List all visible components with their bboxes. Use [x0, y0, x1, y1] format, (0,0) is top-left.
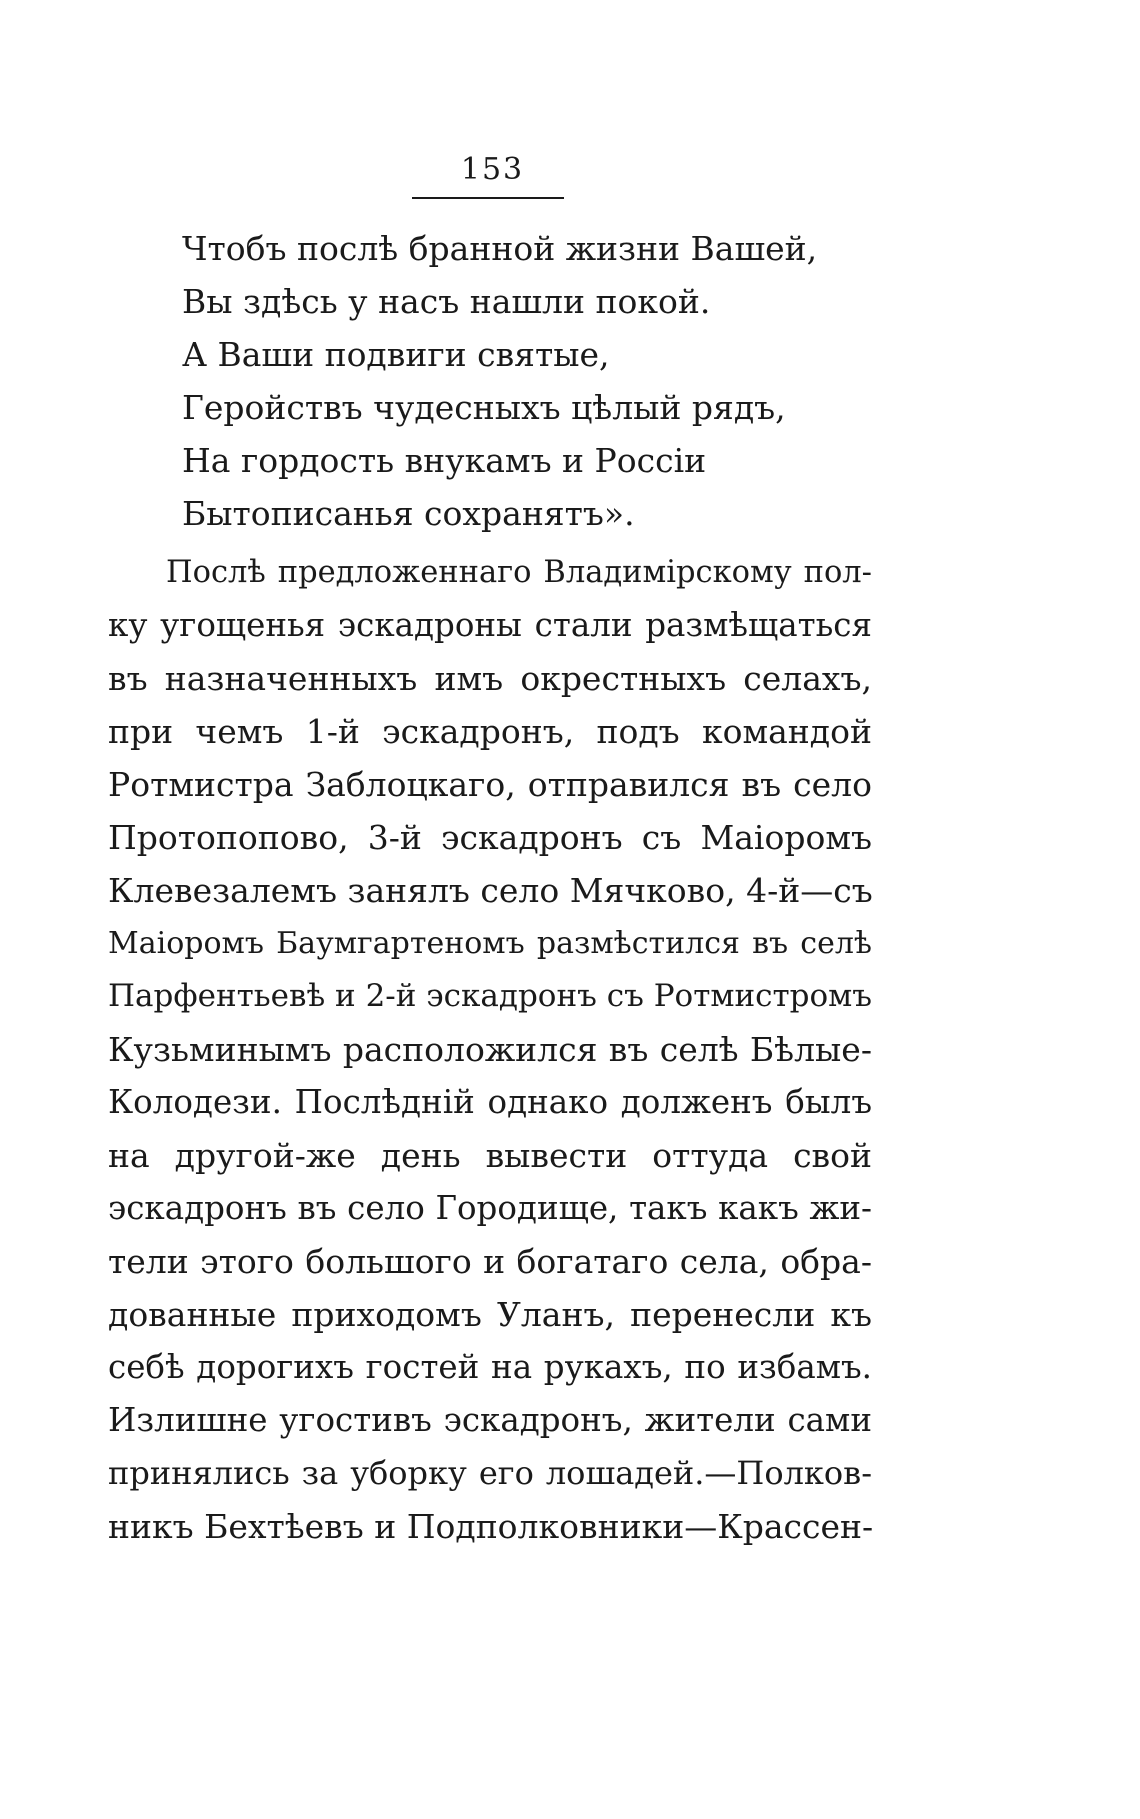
paragraph-line: на другой-же день вывести оттуда свой	[108, 1136, 872, 1175]
poem-line: А Ваши подвиги святые,	[182, 335, 610, 374]
poem-block	[182, 222, 902, 540]
paragraph-line: Протопопово, 3-й эскадронъ съ Маіоромъ	[108, 818, 872, 857]
paragraph-line: ку угощенья эскадроны стали размѣщаться	[108, 606, 872, 644]
page-number: 153	[460, 152, 525, 187]
prose-paragraph	[108, 546, 872, 1553]
paragraph-line: никъ Бехтѣевъ и Подполковники—Крассен-	[108, 1507, 874, 1546]
poem-line: Бытописанья сохранятъ».	[182, 494, 635, 533]
page-number-rule	[412, 197, 564, 199]
paragraph-line: себѣ дорогихъ гостей на рукахъ, по избамъ.	[108, 1348, 872, 1386]
paragraph-line: Маіоромъ Баумгартеномъ размѣстился въ селѣ	[108, 926, 872, 961]
poem-line: Вы здѣсь у насъ нашли покой.	[182, 282, 711, 321]
paragraph-line: въ назначенныхъ имъ окрестныхъ селахъ,	[108, 659, 872, 698]
paragraph-line: принялись за уборку его лошадей.—Полков-	[108, 1454, 872, 1492]
paragraph-line: Парфентьевѣ и 2-й эскадронъ съ Ротмистромъ	[108, 978, 872, 1014]
paragraph-line: эскадронъ въ село Городище, такъ какъ жи-	[108, 1189, 872, 1227]
paragraph-line: Ротмистра Заблоцкаго, отправился въ село	[108, 765, 872, 804]
poem-line: На гордость внукамъ и Россіи	[182, 441, 707, 480]
paragraph-line: при чемъ 1-й эскадронъ, подъ командой	[108, 712, 872, 751]
poem-line: Чтобъ послѣ бранной жизни Вашей,	[182, 229, 818, 268]
paragraph-line: Послѣ предложеннаго Владимірскому пол-	[166, 555, 872, 590]
poem-line: Геройствъ чудесныхъ цѣлый рядъ,	[182, 388, 786, 427]
paragraph-line: Излишне угостивъ эскадронъ, жители сами	[108, 1401, 872, 1439]
paragraph-line: тели этого большого и богатаго села, обра-	[108, 1242, 872, 1281]
paragraph-line: Колодези. Послѣдній однако долженъ былъ	[108, 1083, 872, 1121]
paragraph-line: дованные приходомъ Уланъ, перенесли къ	[108, 1295, 872, 1334]
paragraph-line: Клевезалемъ занялъ село Мячково, 4-й—съ	[108, 871, 873, 910]
paragraph-line: Кузьминымъ расположился въ селѣ Бѣлые-	[108, 1030, 872, 1069]
